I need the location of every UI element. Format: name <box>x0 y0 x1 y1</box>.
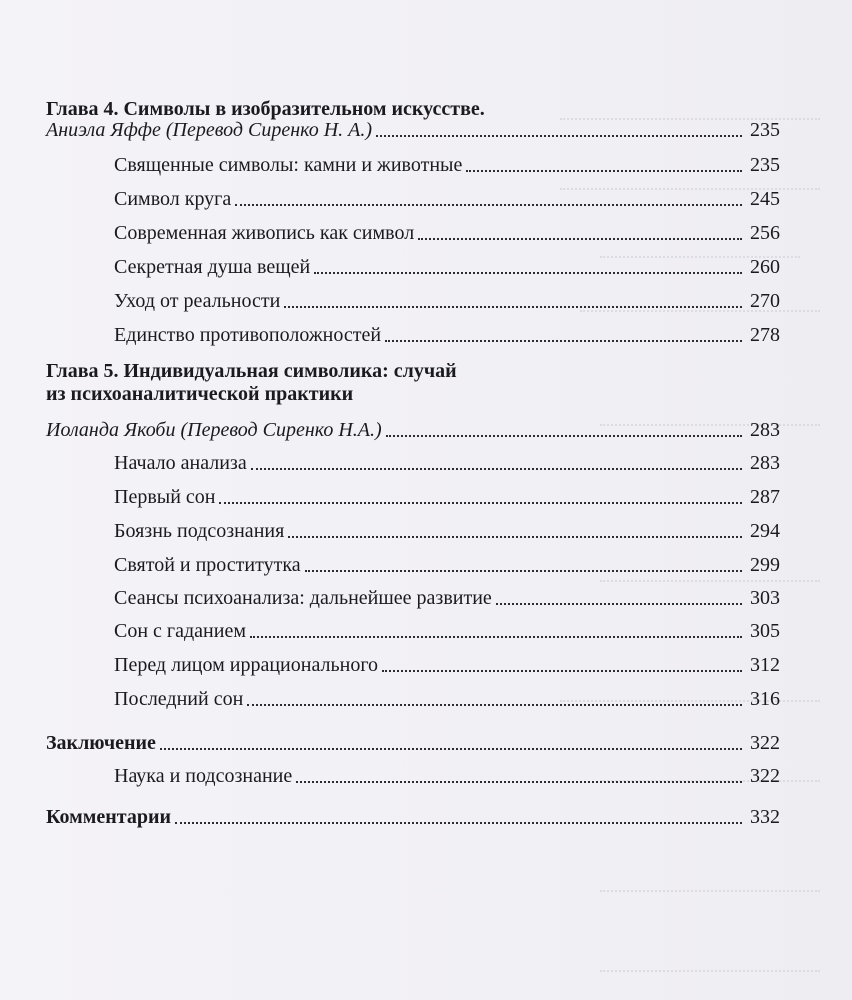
toc-entry-title: Святой и проститутка <box>114 554 301 576</box>
toc-entry-title: Священные символы: камни и животные <box>114 154 463 176</box>
toc-entry-title: Символ круга <box>114 188 232 210</box>
conclusion-title: Заключение <box>46 732 156 754</box>
toc-entry-title: Уход от реальности <box>114 290 281 312</box>
toc-entry <box>114 681 780 711</box>
chapter-5-heading-line-1: Глава 5. Индивидуальная символика: случай <box>46 360 457 382</box>
page-number: 305 <box>750 620 780 642</box>
toc-entry <box>114 513 780 543</box>
page-number: 316 <box>750 688 780 710</box>
conclusion-row <box>46 725 780 755</box>
toc-entry-title: Современная живопись как символ <box>114 222 415 244</box>
toc-entry <box>114 547 780 577</box>
chapter-5-author: Иоланда Якоби (Перевод Сиренко Н.А.) <box>46 419 382 441</box>
page-number: 235 <box>750 154 780 176</box>
dot-leader <box>376 135 742 137</box>
dot-leader <box>251 468 742 470</box>
toc-entry-title: Начало анализа <box>114 452 247 474</box>
toc-entry <box>114 647 780 677</box>
page-number: 303 <box>750 587 780 609</box>
toc-entry <box>114 147 780 177</box>
toc-entry-title: Сеансы психоанализа: дальнейшее развитие <box>114 587 492 609</box>
dot-leader <box>175 822 742 824</box>
page-number: 312 <box>750 654 780 676</box>
chapter-4-author-row <box>46 112 780 142</box>
dot-leader <box>235 204 742 206</box>
toc-entry-title: Первый сон <box>114 486 216 508</box>
page-number: 245 <box>750 188 780 210</box>
dot-leader <box>386 435 742 437</box>
bleed-through-decoration <box>600 880 820 892</box>
dot-leader <box>160 748 742 750</box>
toc-entry <box>114 215 780 245</box>
toc-entry-title: Последний сон <box>114 688 244 710</box>
dot-leader <box>385 340 742 342</box>
page-number: 332 <box>750 806 780 828</box>
chapter-4-author: Аниэла Яффе (Перевод Сиренко Н. А.) <box>46 119 373 141</box>
toc-entry-title: Наука и подсознание <box>114 765 293 787</box>
toc-entry-title: Единство противоположностей <box>114 324 382 346</box>
dot-leader <box>418 238 742 240</box>
page-number: 278 <box>750 324 780 346</box>
toc-entry-title: Боязнь подсознания <box>114 520 285 542</box>
toc-entry <box>114 283 780 313</box>
dot-leader <box>250 636 742 638</box>
toc-entry <box>114 479 780 509</box>
dot-leader <box>382 670 742 672</box>
page-number: 287 <box>750 486 780 508</box>
dot-leader <box>284 306 742 308</box>
page-number: 270 <box>750 290 780 312</box>
toc-entry-title: Секретная душа вещей <box>114 256 311 278</box>
comments-title: Комментарии <box>46 806 172 828</box>
toc-entry <box>114 445 780 475</box>
page-number: 322 <box>750 765 780 787</box>
toc-entry <box>114 613 780 643</box>
page-number: 294 <box>750 520 780 542</box>
page-number: 256 <box>750 222 780 244</box>
dot-leader <box>466 170 742 172</box>
page-number: 283 <box>750 419 780 441</box>
comments-row <box>46 799 780 829</box>
chapter-5-heading-line-2: из психоаналитической практики <box>46 383 354 405</box>
dot-leader <box>496 603 742 605</box>
page-number: 235 <box>750 119 780 141</box>
chapter-5-heading <box>46 360 780 406</box>
page-number: 299 <box>750 554 780 576</box>
toc-entry <box>114 249 780 279</box>
toc-entry-title: Перед лицом иррационального <box>114 654 379 676</box>
bleed-through-decoration <box>600 960 820 972</box>
page-number: 260 <box>750 256 780 278</box>
page-number: 283 <box>750 452 780 474</box>
chapter-4-heading-text: Глава 4. Символы в изобразительном искусстве. <box>46 98 485 120</box>
dot-leader <box>247 704 742 706</box>
toc-entry <box>114 580 780 610</box>
dot-leader <box>219 502 742 504</box>
dot-leader <box>314 272 742 274</box>
toc-entry <box>114 181 780 211</box>
dot-leader <box>288 536 742 538</box>
chapter-5-author-row <box>46 412 780 442</box>
toc-entry <box>114 758 780 788</box>
toc-entry <box>114 317 780 347</box>
dot-leader <box>305 570 742 572</box>
toc-entry-title: Сон с гаданием <box>114 620 246 642</box>
dot-leader <box>296 781 742 783</box>
page-number: 322 <box>750 732 780 754</box>
